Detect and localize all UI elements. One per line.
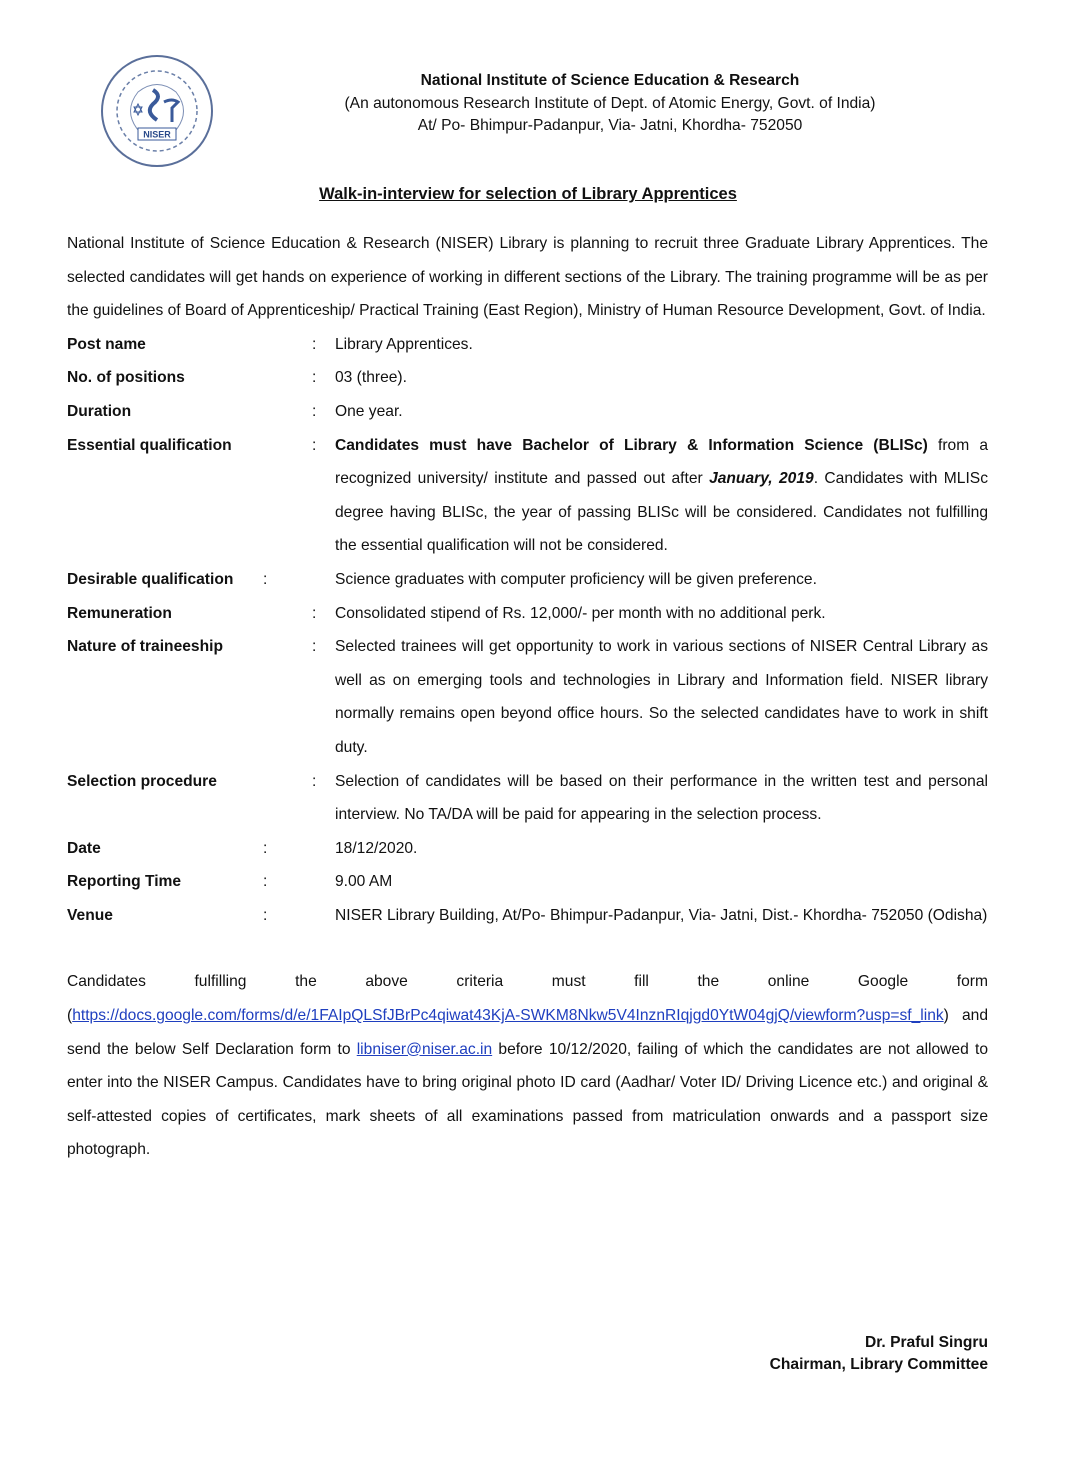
label: Nature of traineeship xyxy=(67,638,223,656)
signatory-name: Dr. Praful Singru xyxy=(864,1334,988,1351)
value: Library Apprentices. xyxy=(335,335,473,353)
label: Date xyxy=(67,839,101,857)
cutoff-date: January, 2019 xyxy=(709,470,814,488)
row-essential-qualification xyxy=(67,429,988,563)
label: Venue xyxy=(67,906,113,924)
institute-name: National Institute of Science Education & Research xyxy=(420,72,800,89)
label: No. of positions xyxy=(67,369,185,387)
colon: : xyxy=(263,906,268,924)
row-remuneration xyxy=(67,597,988,631)
colon: : xyxy=(263,839,268,857)
colon: : xyxy=(312,369,317,387)
row-positions xyxy=(67,361,988,395)
letterhead xyxy=(300,70,920,138)
label: Remuneration xyxy=(67,604,172,622)
label: Post name xyxy=(67,335,146,353)
colon: : xyxy=(312,772,317,790)
niser-logo xyxy=(98,52,216,170)
institute-subtitle: (An autonomous Research Institute of Dept. of Atomic Energy, Govt. of India) xyxy=(344,94,876,112)
row-selection xyxy=(67,765,988,832)
row-desirable-qualification xyxy=(67,563,988,597)
value: 03 (three). xyxy=(335,369,407,387)
instructions-paragraph xyxy=(67,965,988,1167)
label: Desirable qualification xyxy=(67,570,234,588)
colon: : xyxy=(312,638,317,656)
colon: : xyxy=(312,436,317,454)
label: Duration xyxy=(67,402,132,420)
value xyxy=(335,429,988,563)
email-link[interactable]: libniser@niser.ac.in xyxy=(356,1040,493,1058)
row-reporting-time xyxy=(67,865,988,899)
row-venue xyxy=(67,899,988,933)
label: Reporting Time xyxy=(67,873,182,891)
signature-block xyxy=(770,1332,988,1376)
value: Selection of candidates will be based on their performance in the written test and personal interview. No TA/DA will be paid for appearing in the selection process. xyxy=(335,772,988,824)
text: before 10/12/2020, failing of which the candidates are not allowed to enter into the NISER Campus. Candidates have to bring original photo ID card (Aadhar/ Voter ID/ Driving Licence etc.) and original & self-attested copies of certificates, mark sheets of all examinations passed from matriculation onwards and a passport size photograph. xyxy=(67,1040,988,1159)
institute-address: At/ Po- Bhimpur-Padanpur, Via- Jatni, Khordha- 752050 xyxy=(417,117,803,134)
value-text: from a recognized university/ institute and passed out after xyxy=(335,436,988,488)
value-bold: Candidates must have Bachelor of Library & Information Science (BLISc) xyxy=(335,436,928,454)
svg-text:NISER: NISER xyxy=(143,129,171,140)
intro-paragraph: National Institute of Science Education & Research (NISER) Library is planning to recruit three Graduate Library Apprentices. The selected candidates will get hands on experience of working in different sections of the Library. The training programme will be as per the guidelines of Board of Apprenticeship/ Practical Training (East Region), Ministry of Human Resource Development, Govt. of India. xyxy=(67,235,988,320)
notice-title: Walk-in-interview for selection of Library Apprentices xyxy=(319,185,737,203)
row-duration xyxy=(67,395,988,429)
value: Science graduates with computer proficiency will be given preference. xyxy=(335,570,817,588)
value: 9.00 AM xyxy=(335,873,393,891)
colon: : xyxy=(312,335,317,353)
value: NISER Library Building, At/Po- Bhimpur-Padanpur, Via- Jatni, Dist.- Khordha- 752050 (Odisha) xyxy=(335,906,988,924)
signatory-designation: Chairman, Library Committee xyxy=(769,1356,988,1373)
row-nature xyxy=(67,630,988,764)
row-post-name xyxy=(67,328,988,362)
value: One year. xyxy=(335,402,403,420)
colon: : xyxy=(312,402,317,420)
row-date xyxy=(67,832,988,866)
value: Consolidated stipend of Rs. 12,000/- per month with no additional perk. xyxy=(335,604,826,622)
label: Selection procedure xyxy=(67,772,217,790)
colon: : xyxy=(263,873,268,891)
value: Selected trainees will get opportunity to work in various sections of NISER Central Library as well as on emerging tools and technologies in Library and Information field. NISER library normally remains open beyond office hours. So the selected candidates have to work in shift duty. xyxy=(335,638,988,756)
text: ) and send the below Self Declaration form to xyxy=(67,1007,988,1058)
google-form-link[interactable]: https://docs.google.com/forms/d/e/1FAIpQLSfJBrPc4qiwat43KjA-SWKM8Nkw5V4InznRIqjgd0YtW04gjQ/viewform?usp=sf_link xyxy=(72,1007,944,1025)
notice-body xyxy=(67,227,988,1183)
text: Candidates fulfilling the above criteria must fill the online Google form ( xyxy=(67,973,988,1025)
value: 18/12/2020. xyxy=(335,839,418,857)
colon: : xyxy=(312,604,317,622)
value-text: . Candidates with MLISc degree having BLISc, the year of passing BLISc will be considered. Candidates not fulfilling the essential qualification will not be considered. xyxy=(335,470,988,555)
label: Essential qualification xyxy=(67,436,232,454)
colon: : xyxy=(263,570,268,588)
